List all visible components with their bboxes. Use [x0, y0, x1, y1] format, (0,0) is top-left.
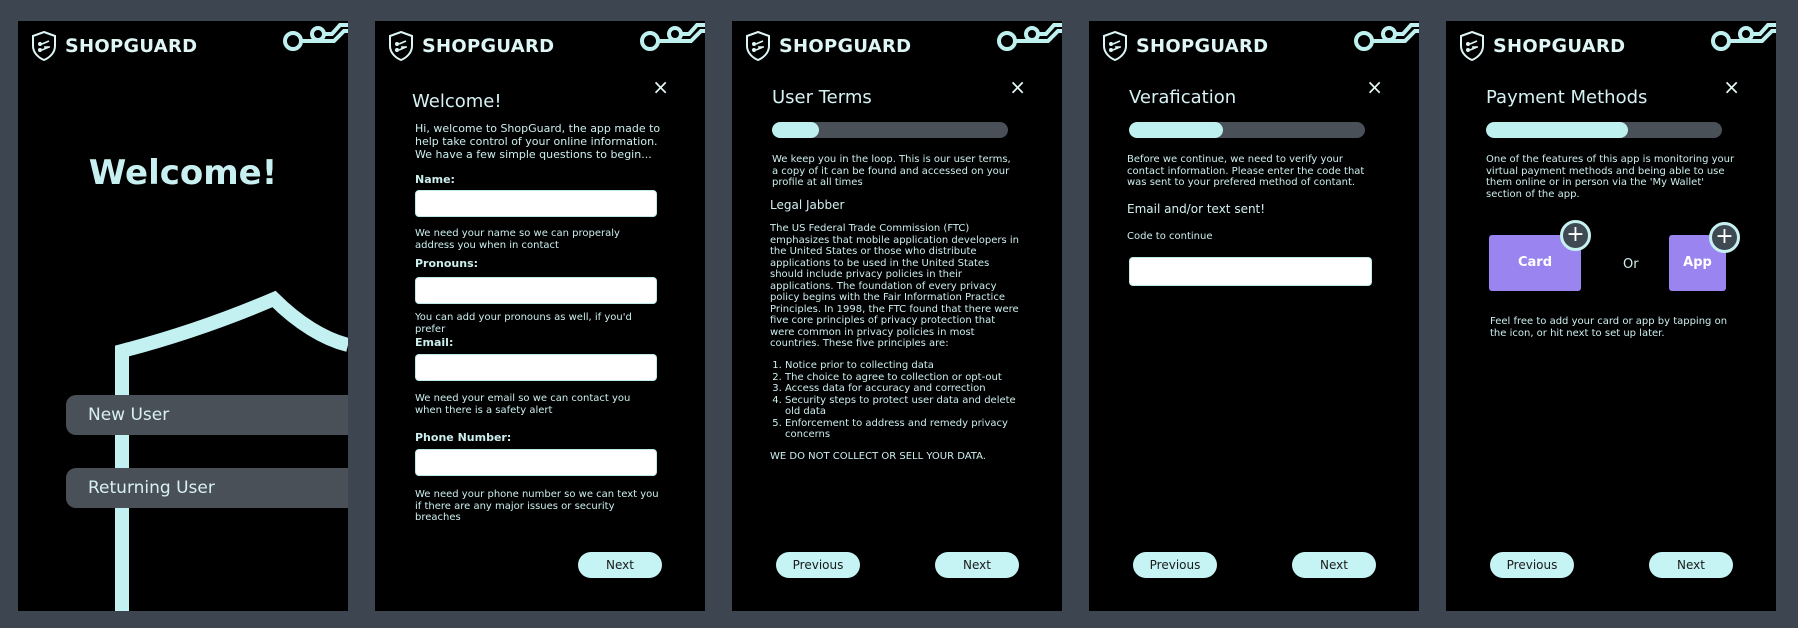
next-button[interactable]: Next	[578, 552, 662, 578]
returning-user-button[interactable]: Returning User	[66, 468, 348, 508]
new-user-button[interactable]: New User	[66, 395, 348, 435]
payment-intro: One of the features of this app is monitoring your virtual payment methods and being able to use them online or in person via the 'My Wallet' section of the app.	[1486, 154, 1735, 200]
verify-intro: Before we continue, we need to verify your contact information. Please enter the code that was sent to your prefered method of contant.	[1127, 154, 1365, 188]
add-card-button[interactable]: Card	[1489, 235, 1581, 291]
name-help: We need your name so we can properaly address you when in contact	[415, 228, 620, 251]
progress-bar	[1486, 122, 1722, 138]
phone-field[interactable]	[415, 449, 657, 476]
closing-statement: WE DO NOT COLLECT OR SELL YOUR DATA.	[770, 451, 986, 462]
previous-button[interactable]: Previous	[776, 552, 860, 578]
brand-name: SHOPGUARD	[1493, 35, 1626, 57]
screen-start	[18, 21, 348, 611]
email-label: Email:	[415, 336, 454, 349]
brand	[745, 31, 911, 61]
shield-logo-icon	[388, 31, 414, 61]
close-icon[interactable]: ×	[1009, 75, 1026, 99]
add-card-plus-icon[interactable]: +	[1560, 220, 1591, 251]
previous-button[interactable]: Previous	[1133, 552, 1217, 578]
name-field[interactable]	[415, 190, 657, 217]
screen-welcome-form	[375, 21, 705, 611]
page-title: Verafication	[1129, 87, 1237, 108]
legal-body: The US Federal Trade Commission (FTC) emphasizes that mobile application developers in the United States or those who distribute applications to be used in the United States should include privacy policies in their applications. The foundation of every privacy policy begins with the Fair Information Practice Principles. In 1998, the FTC found that there were five core principles of privacy protection that were common in privacy policies in most countries. These five principles are:	[770, 223, 1019, 349]
sent-notice: Email and/or text sent!	[1127, 202, 1266, 216]
circuit-decoration-icon	[1704, 21, 1776, 55]
intro-text: Hi, welcome to ShopGuard, the app made to help take control of your online information. We have a few simple questions to begin...	[415, 122, 661, 161]
pronouns-help: You can add your pronouns as well, if you'd prefer	[415, 312, 632, 335]
next-button[interactable]: Next	[1292, 552, 1376, 578]
brand-name: SHOPGUARD	[65, 35, 198, 57]
close-icon[interactable]: ×	[1723, 75, 1740, 99]
email-help: We need your email so we can contact you when there is a safety alert	[415, 393, 631, 416]
brand	[388, 31, 554, 61]
code-field[interactable]	[1129, 257, 1372, 286]
circuit-decoration-icon	[1347, 21, 1419, 55]
email-field[interactable]	[415, 354, 657, 381]
circuit-decoration-icon	[633, 21, 705, 55]
progress-bar	[772, 122, 1008, 138]
add-app-button[interactable]: App	[1669, 235, 1726, 291]
next-button[interactable]: Next	[935, 552, 1019, 578]
list-item: 1. Notice prior to collecting data	[785, 360, 1025, 372]
list-item: 3. Access data for accuracy and correction	[785, 383, 1025, 395]
progress-fill	[1486, 122, 1628, 138]
terms-intro: We keep you in the loop. This is our user terms, a copy of it can be found and accessed on your profile at all times	[772, 154, 1011, 188]
brand	[1459, 31, 1625, 61]
name-label: Name:	[415, 173, 455, 186]
list-item: 2. The choice to agree to collection or opt-out	[785, 372, 1025, 384]
add-app-plus-icon[interactable]: +	[1709, 222, 1740, 253]
page-title: Payment Methods	[1486, 87, 1648, 108]
phone-label: Phone Number:	[415, 431, 512, 444]
screen-verification	[1089, 21, 1419, 611]
brand	[1102, 31, 1268, 61]
screen-payment-methods	[1446, 21, 1776, 611]
page-title: Welcome!	[412, 91, 502, 112]
progress-bar	[1129, 122, 1365, 138]
shield-logo-icon	[1102, 31, 1128, 61]
payment-help: Feel free to add your card or app by tapping on the icon, or hit next to set up later.	[1490, 316, 1728, 339]
legal-subtitle: Legal Jabber	[770, 198, 845, 212]
screen-user-terms	[732, 21, 1062, 611]
brand-name: SHOPGUARD	[779, 35, 912, 57]
close-icon[interactable]: ×	[652, 75, 669, 99]
shield-logo-icon	[745, 31, 771, 61]
progress-fill	[1129, 122, 1223, 138]
list-item: 4. Security steps to protect user data and delete old data	[785, 395, 1025, 418]
pronouns-field[interactable]	[415, 277, 657, 304]
shield-outline-icon	[18, 21, 348, 611]
shield-logo-icon	[1459, 31, 1485, 61]
list-item: 5. Enforcement to address and remedy privacy concerns	[785, 418, 1025, 441]
welcome-heading: Welcome!	[88, 153, 278, 193]
phone-help: We need your phone number so we can text you if there are any major issues or security breaches	[415, 489, 659, 523]
or-separator: Or	[1623, 257, 1639, 272]
page-title: User Terms	[772, 87, 872, 108]
brand-name: SHOPGUARD	[1136, 35, 1269, 57]
circuit-decoration-icon	[990, 21, 1062, 55]
pronouns-label: Pronouns:	[415, 257, 479, 270]
previous-button[interactable]: Previous	[1490, 552, 1574, 578]
principles-list	[770, 360, 1025, 441]
brand-name: SHOPGUARD	[422, 35, 555, 57]
code-label: Code to continue	[1127, 231, 1213, 242]
close-icon[interactable]: ×	[1366, 75, 1383, 99]
next-button[interactable]: Next	[1649, 552, 1733, 578]
progress-fill	[772, 122, 819, 138]
